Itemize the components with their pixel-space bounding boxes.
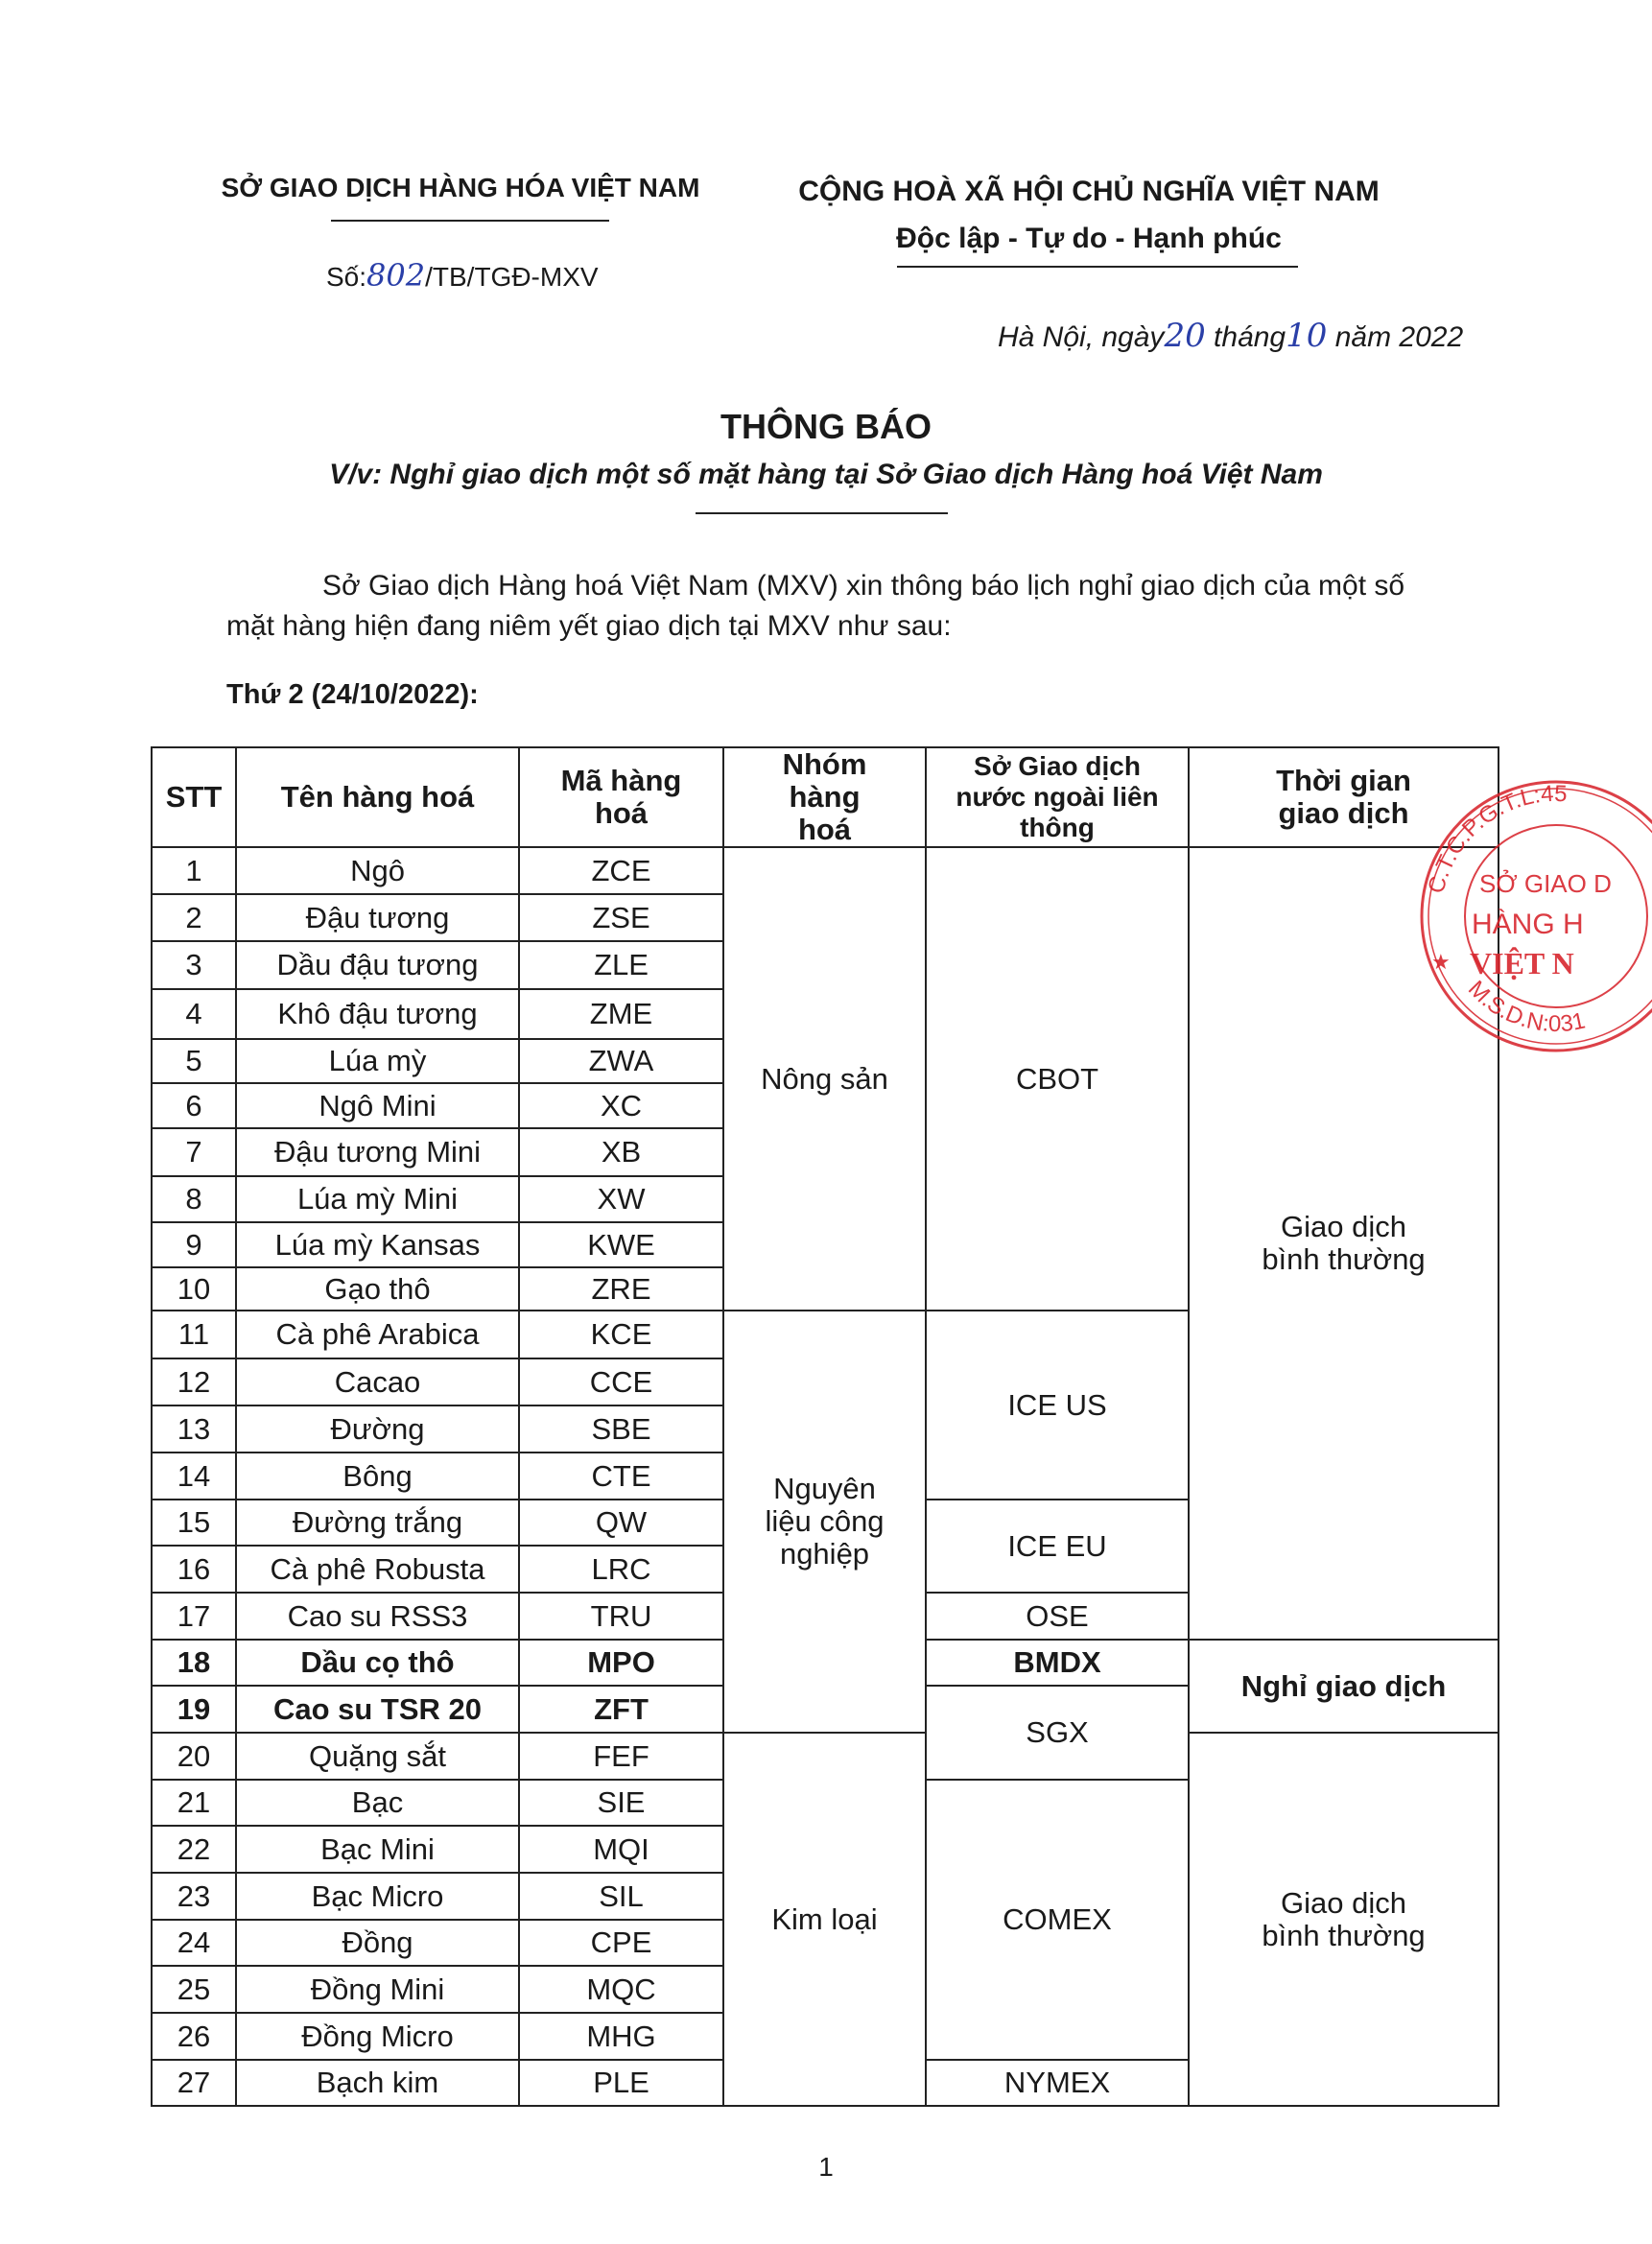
cell-stt: 24	[152, 1920, 236, 1966]
seal-inner-line-2: HÀNG H	[1472, 909, 1584, 940]
reference-number	[326, 257, 599, 294]
cell-code: ZCE	[519, 847, 723, 894]
date-year: năm 2022	[1334, 321, 1464, 353]
cell-code: ZME	[519, 989, 723, 1039]
cell-name: Ngô	[236, 847, 519, 894]
ref-prefix: Số:	[326, 262, 367, 292]
header-exchange: Sở Giao dịch nước ngoài liên thông	[926, 747, 1189, 847]
cell-name: Cà phê Robusta	[236, 1546, 519, 1593]
cell-stt: 25	[152, 1966, 236, 2013]
cell-stt: 14	[152, 1453, 236, 1500]
cell-code: ZWA	[519, 1039, 723, 1083]
header-group: Nhóm hàng hoá	[723, 747, 926, 847]
seal-inner-line-1: SỞ GIAO D	[1479, 869, 1612, 898]
cell-code: CCE	[519, 1358, 723, 1405]
cell-stt: 18	[152, 1640, 236, 1686]
status-normal-top: Giao dịch bình thường	[1189, 847, 1499, 1640]
org-name: SỞ GIAO DỊCH HÀNG HÓA VIỆT NAM	[221, 173, 700, 202]
cell-stt: 5	[152, 1039, 236, 1083]
cell-name: Bạc	[236, 1780, 519, 1826]
exchange-sgx: SGX	[926, 1686, 1189, 1780]
cell-name: Lúa mỳ Mini	[236, 1176, 519, 1222]
cell-name: Khô đậu tương	[236, 989, 519, 1039]
cell-name: Bạc Mini	[236, 1826, 519, 1873]
page-number: 1	[818, 2152, 834, 2182]
group-industrial: Nguyên liệu công nghiệp	[723, 1311, 926, 1733]
exchange-bmdx: BMDX	[926, 1640, 1189, 1686]
seal-icon	[1403, 772, 1652, 1070]
cell-stt: 9	[152, 1222, 236, 1267]
status-closed: Nghỉ giao dịch	[1189, 1640, 1499, 1733]
cell-name: Ngô Mini	[236, 1083, 519, 1128]
exchange-ose: OSE	[926, 1593, 1189, 1640]
cell-code: XB	[519, 1128, 723, 1176]
header-code: Mã hàng hoá	[519, 747, 723, 847]
cell-name: Dầu cọ thô	[236, 1640, 519, 1686]
cell-code: MQI	[519, 1826, 723, 1873]
document-title: THÔNG BÁO	[720, 407, 932, 446]
table-row	[152, 847, 1499, 894]
cell-code: ZRE	[519, 1267, 723, 1311]
cell-name: Đồng	[236, 1920, 519, 1966]
cell-code: CPE	[519, 1920, 723, 1966]
date-month: 10	[1286, 317, 1328, 355]
cell-name: Cao su TSR 20	[236, 1686, 519, 1733]
cell-stt: 6	[152, 1083, 236, 1128]
date-month-label: tháng	[1214, 321, 1286, 353]
cell-stt: 27	[152, 2060, 236, 2106]
table-header-row	[152, 747, 1499, 847]
cell-code: QW	[519, 1500, 723, 1546]
cell-name: Đậu tương	[236, 894, 519, 941]
cell-stt: 21	[152, 1780, 236, 1826]
cell-code: ZLE	[519, 941, 723, 989]
seal-inner-line-3: VIỆT N	[1470, 946, 1574, 980]
cell-code: KCE	[519, 1311, 723, 1358]
date-day: 20	[1164, 317, 1206, 355]
cell-stt: 1	[152, 847, 236, 894]
cell-name: Cao su RSS3	[236, 1593, 519, 1640]
cell-name: Đường	[236, 1405, 519, 1453]
exchange-cbot: CBOT	[926, 847, 1189, 1311]
cell-name: Lúa mỳ Kansas	[236, 1222, 519, 1267]
exchange-ice-us: ICE US	[926, 1311, 1189, 1500]
cell-stt: 11	[152, 1311, 236, 1358]
header-name: Tên hàng hoá	[236, 747, 519, 847]
cell-code: LRC	[519, 1546, 723, 1593]
exchange-nymex: NYMEX	[926, 2060, 1189, 2106]
cell-stt: 16	[152, 1546, 236, 1593]
cell-stt: 7	[152, 1128, 236, 1176]
cell-code: MPO	[519, 1640, 723, 1686]
ref-number-handwritten: 802	[366, 257, 426, 294]
group-agri: Nông sản	[723, 847, 926, 1311]
cell-name: Bạch kim	[236, 2060, 519, 2106]
subject-underline	[696, 512, 948, 514]
cell-stt: 15	[152, 1500, 236, 1546]
status-normal-bottom: Giao dịch bình thường	[1189, 1733, 1499, 2106]
table-row	[152, 1733, 1499, 1780]
cell-code: PLE	[519, 2060, 723, 2106]
cell-stt: 12	[152, 1358, 236, 1405]
seal-ring-bottom-text: M.S.D.N:031	[1462, 976, 1588, 1038]
date-place: Hà Nội, ngày	[998, 321, 1165, 353]
cell-code: ZFT	[519, 1686, 723, 1733]
company-seal	[1403, 772, 1612, 1070]
cell-stt: 13	[152, 1405, 236, 1453]
cell-name: Dầu đậu tương	[236, 941, 519, 989]
cell-name: Cà phê Arabica	[236, 1311, 519, 1358]
cell-stt: 3	[152, 941, 236, 989]
national-motto: Độc lập - Tự do - Hạnh phúc	[896, 223, 1282, 254]
cell-name: Đường trắng	[236, 1500, 519, 1546]
group-metal: Kim loại	[723, 1733, 926, 2106]
document-subject: V/v: Nghỉ giao dịch một số mặt hàng tại Sở Giao dịch Hàng hoá Việt Nam	[329, 459, 1323, 490]
motto-underline	[897, 266, 1298, 268]
header-stt: STT	[152, 747, 236, 847]
cell-code: MHG	[519, 2013, 723, 2060]
cell-stt: 26	[152, 2013, 236, 2060]
cell-code: ZSE	[519, 894, 723, 941]
cell-stt: 2	[152, 894, 236, 941]
cell-stt: 8	[152, 1176, 236, 1222]
seal-ring-top-text: C.T.C.P.G.T.L:45	[1423, 780, 1568, 897]
cell-stt: 22	[152, 1826, 236, 1873]
cell-name: Lúa mỳ	[236, 1039, 519, 1083]
cell-code: SIL	[519, 1873, 723, 1920]
cell-name: Đậu tương Mini	[236, 1128, 519, 1176]
cell-code: KWE	[519, 1222, 723, 1267]
trading-schedule-table	[151, 746, 1499, 2107]
seal-star-icon: ★	[1431, 950, 1451, 974]
cell-name: Đồng Mini	[236, 1966, 519, 2013]
cell-stt: 20	[152, 1733, 236, 1780]
day-heading: Thứ 2 (24/10/2022):	[226, 679, 479, 710]
cell-name: Đồng Micro	[236, 2013, 519, 2060]
cell-code: SBE	[519, 1405, 723, 1453]
cell-stt: 17	[152, 1593, 236, 1640]
org-underline	[331, 220, 609, 222]
document-date	[998, 317, 1463, 355]
cell-name: Quặng sắt	[236, 1733, 519, 1780]
cell-code: TRU	[519, 1593, 723, 1640]
cell-code: FEF	[519, 1733, 723, 1780]
cell-stt: 4	[152, 989, 236, 1039]
cell-name: Bạc Micro	[236, 1873, 519, 1920]
cell-code: XW	[519, 1176, 723, 1222]
header-trading-time: Thời gian giao dịch	[1189, 747, 1499, 847]
nation-title: CỘNG HOÀ XÃ HỘI CHỦ NGHĨA VIỆT NAM	[798, 176, 1380, 207]
cell-code: CTE	[519, 1453, 723, 1500]
cell-name: Bông	[236, 1453, 519, 1500]
intro-line-2: mặt hàng hiện đang niêm yết giao dịch tại MXV như sau:	[226, 610, 952, 642]
cell-stt: 19	[152, 1686, 236, 1733]
cell-stt: 23	[152, 1873, 236, 1920]
cell-stt: 10	[152, 1267, 236, 1311]
cell-name: Cacao	[236, 1358, 519, 1405]
cell-code: SIE	[519, 1780, 723, 1826]
ref-suffix: /TB/TGĐ-MXV	[425, 262, 599, 292]
cell-name: Gạo thô	[236, 1267, 519, 1311]
intro-line-1: Sở Giao dịch Hàng hoá Việt Nam (MXV) xin thông báo lịch nghỉ giao dịch của một số	[322, 570, 1405, 602]
exchange-ice-eu: ICE EU	[926, 1500, 1189, 1593]
cell-code: XC	[519, 1083, 723, 1128]
cell-code: MQC	[519, 1966, 723, 2013]
exchange-comex: COMEX	[926, 1780, 1189, 2060]
